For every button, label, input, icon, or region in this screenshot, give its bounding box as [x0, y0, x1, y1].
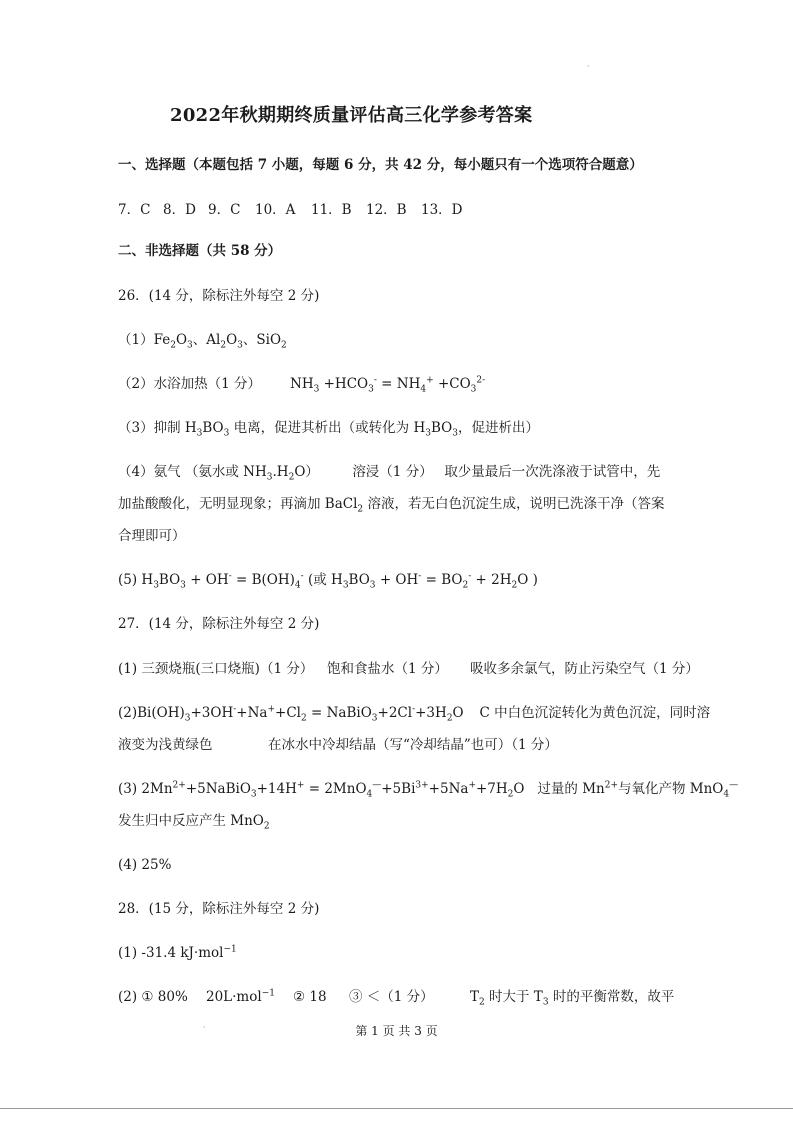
mc-answers [118, 200, 463, 220]
scan-dot: · [203, 1023, 206, 1032]
mc-answer: 10．A [255, 202, 296, 218]
section1-heading: 一、选择题（本题包括 7 小题，每题 6 分，共 42 分，每小题只有一个选项符合题意） [118, 157, 643, 173]
q26-part4-line3: 合理即可） [118, 528, 186, 544]
mc-answer: 9．C [208, 202, 241, 218]
q28-part2: (2) ① 80% 20L·mol$^{-1}$ ② 18 ③ ＜（1 分） $T_2$ 时大于 $T_3$ 时的平衡常数，故平 [118, 988, 675, 1008]
mc-answer: 8．D [163, 202, 196, 218]
mc-answer: 13．D [421, 202, 463, 218]
q27-part4: (4) 25% [118, 857, 172, 873]
q27-part2-line1: $(2)Bi(OH)_3+3OH^-+Na^++Cl_2$ = $NaBiO_3+2Cl^-+3H_2O$ C 中白色沉淀转化为黄色沉淀，同时溶 [118, 704, 711, 724]
scan-dot: · [587, 62, 590, 71]
q27-part3-line1: (3) $2Mn^{2+}+5NaBiO_3+14H^+ = 2MnO_4^—+5Bi^{3+}+5Na^++7H_2O$ 过量的 $Mn^{2+}$与氧化产物 MnO$_4$— [118, 780, 739, 800]
q26-part2: （2）水浴加热（1 分） $NH_3 +HCO_3^- = NH_4^+ +CO_3^{2-}$ [118, 375, 486, 395]
q28-heading: 28．(15 分，除标注外每空 2 分) [118, 901, 320, 917]
page-title: 2022年秋期期终质量评估高三化学参考答案 [170, 105, 533, 126]
q26-part1: $(1)Fe_2O_3$、$Al_2O_3$、SiO$_2$ [118, 332, 287, 351]
page-footer: 第 1 页 共 3 页 [355, 1024, 438, 1038]
q26-part5: (5) $H_3BO_3 + OH^- = B(OH)_4^-$ (或 $H_3BO_3 + OH^- = BO_2^- + 2H_2O$ ) [118, 571, 538, 591]
q28-part1: (1) -31.4 kJ·mol$^{-1}$ [118, 944, 237, 961]
mc-answer: 12．B [366, 202, 407, 218]
q27-part3-line2: 发生归中反应产生 MnO$_2$ [118, 813, 270, 832]
q27-part1: (1) 三颈烧瓶(三口烧瓶)（1 分） 饱和食盐水（1 分） 吸收多余氯气，防止污染空气（1 分） [118, 661, 699, 677]
q27-heading: 27．(14 分，除标注外每空 2 分) [118, 616, 320, 632]
mc-answer: 11．B [311, 202, 352, 218]
q26-heading: 26．(14 分，除标注外每空 2 分) [118, 288, 320, 304]
section2-heading: 二、非选择题（共 58 分） [118, 243, 282, 259]
mc-answer: 7．C [118, 202, 151, 218]
q27-part2-line2: 液变为浅黄绿色 在冰水中冷却结晶（写“冷却结晶”也可）（1 分） [118, 737, 558, 753]
q26-part3: （3）抑制 $H_3BO_3$ 电离，促进其析出（或转化为 $H_3BO_3$，促进析出） [118, 420, 539, 439]
page-bottom-rule [0, 1108, 793, 1109]
q26-part4-line1: （4）氨气 （氨水或 $NH_3.H_2O$） 溶浸（1 分） 取少量最后一次洗涤液于试管中，先 [118, 464, 661, 483]
q26-part4-line2: 加盐酸酸化，无明显现象；再滴加 BaCl$_2$ 溶液，若无白色沉淀生成，说明已洗涤干净（答案 [118, 496, 665, 515]
